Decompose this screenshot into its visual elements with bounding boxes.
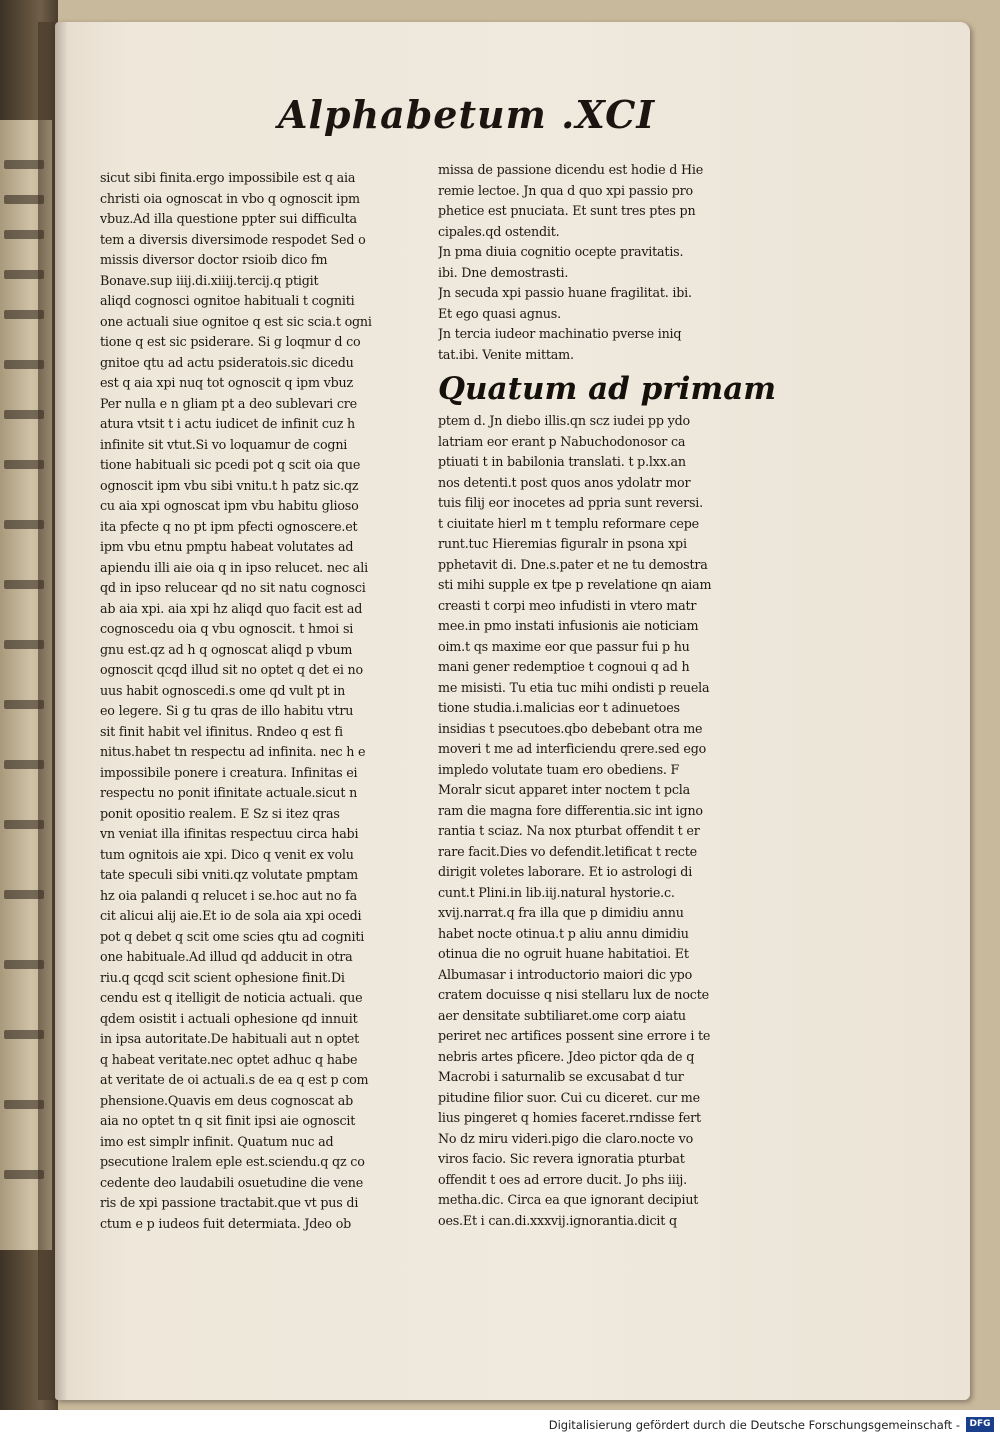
text-line: tate speculi sibi vniti.qz volutate pmptam xyxy=(100,867,358,882)
text-line: tuis filij eor inocetes ad ppria sunt reversi. xyxy=(438,495,703,510)
text-line: gnu est.qz ad h q ognoscat aliqd p vbum xyxy=(100,641,353,657)
text-line: Moralr sicut apparet inter noctem t pcla xyxy=(438,782,690,797)
text-line: one actuali siue ognitoe q est sic scia.t ogni xyxy=(100,313,372,329)
text-line: periret nec artifices possent sine errore i te xyxy=(438,1028,711,1043)
text-line: Bonave.sup iiij.di.xiiij.tercij.q ptigit xyxy=(100,272,319,288)
text-line: otinua die no ogruit huane habitatioi. Et xyxy=(438,946,689,961)
text-line: ognoscit qcqd illud sit no optet q det ei no xyxy=(100,662,363,677)
text-line: vn veniat illa ifinitas respectuu circa habi xyxy=(100,826,359,841)
text-line: cratem docuisse q nisi stellaru lux de nocte xyxy=(438,987,709,1002)
text-line: one habituale.Ad illud qd adducit in otra xyxy=(100,949,353,964)
text-line: me misisti. Tu etia tuc mihi ondisti p reuela xyxy=(438,679,710,695)
text-line: imo est simplr infinit. Quatum nuc ad xyxy=(100,1133,334,1149)
text-line: ram die magna fore differentia.sic int igno xyxy=(438,802,703,818)
text-line: Jn secuda xpi passio huane fragilitat. ibi. xyxy=(438,285,692,300)
text-line: atura vtsit t i actu iudicet de infinit cuz h xyxy=(100,416,355,431)
text-line: latriam eor erant p Nabuchodonosor ca xyxy=(438,433,686,449)
text-line: xvij.narrat.q fra illa que p dimidiu annu xyxy=(438,905,684,920)
text-line: ab aia xpi. aia xpi hz aliqd quo facit est ad xyxy=(100,600,363,616)
text-line: No dz miru videri.pigo die claro.nocte vo xyxy=(438,1130,694,1146)
text-line: riu.q qcqd scit scient ophesione finit.Di xyxy=(100,969,345,985)
text-line: missis diversor doctor rsioib dico fm xyxy=(100,252,328,267)
text-line: nos detenti.t post quos anos ydolatr mor xyxy=(438,474,691,490)
text-line: mani gener redemptioe t cognoui q ad h xyxy=(438,659,690,674)
text-line: rantia t sciaz. Na nox pturbat offendit t er xyxy=(438,823,700,838)
text-line: rare facit.Dies vo defendit.letificat t recte xyxy=(438,843,697,859)
text-line: apiendu illi aie oia q in ipso relucet. nec ali xyxy=(100,559,368,575)
text-line: missa de passione dicendu est hodie d Hie xyxy=(438,162,704,177)
text-line: habet nocte otinua.t p aliu annu dimidiu xyxy=(438,925,689,941)
text-line: ponit opositio realem. E Sz si itez qras xyxy=(100,805,340,821)
text-line: eo legere. Si g tu qras de illo habitu vtru xyxy=(100,703,354,718)
text-line: ibi. Dne demostrasti. xyxy=(438,264,569,280)
text-line: cit alicui alij aie.Et io de sola aia xpi ocedi xyxy=(100,908,362,923)
text-line: insidias t psecutoes.qbo debebant otra me xyxy=(438,720,703,736)
text-line: viros facio. Sic revera ignoratia pturbat xyxy=(438,1151,685,1166)
text-line: oes.Et i can.di.xxxvij.ignorantia.dicit q xyxy=(438,1212,677,1228)
text-line: tione habituali sic pcedi pot q scit oia que xyxy=(100,457,361,472)
text-line: Albumasar i introductorio maiori dic ypo xyxy=(438,966,693,982)
text-line: ctum e p iudeos fuit determiata. Jdeo ob xyxy=(100,1215,352,1231)
left-text-column xyxy=(100,168,430,1234)
page-fold-shadow xyxy=(38,22,68,1400)
text-line: offendit t oes ad errore ducit. Jo phs iiij. xyxy=(438,1171,688,1187)
footer-credit: Digitalisierung gefördert durch die Deutsche Forschungsgemeinschaft - xyxy=(548,1418,960,1432)
text-line: cu aia xpi ognoscat ipm vbu habitu glioso xyxy=(100,498,359,513)
text-line: Et ego quasi agnus. xyxy=(438,305,561,321)
text-line: tat.ibi. Venite mittam. xyxy=(438,346,574,362)
text-line: mee.in pmo instati infusionis aie noticiam xyxy=(438,618,699,633)
text-line: ita pfecte q no pt ipm pfecti ognoscere.et xyxy=(100,518,358,534)
text-line: remie lectoe. Jn qua d quo xpi passio pro xyxy=(438,182,693,198)
text-line: ptem d. Jn diebo illis.qn scz iudei pp ydo xyxy=(438,413,690,428)
text-line: infinite sit vtut.Si vo loquamur de cogni xyxy=(100,436,348,452)
text-line: aliqd cognosci ognitoe habituali t cogniti xyxy=(100,293,355,308)
text-line: uus habit ognoscedi.s ome qd vult pt in xyxy=(100,682,346,698)
text-line: impledo volutate tuam ero obediens. F xyxy=(438,761,680,777)
text-line: creasti t corpi meo infudisti in vtero matr xyxy=(438,597,697,613)
text-line: pitudine filior suor. Cui cu diceret. cur me xyxy=(438,1089,700,1105)
text-line: aia no optet tn q sit finit ipsi aie ognoscit xyxy=(100,1113,356,1128)
text-line: Jn tercia iudeor machinatio pverse iniq xyxy=(438,326,682,341)
text-line: est q aia xpi nuq tot ognoscit q ipm vbuz xyxy=(100,375,353,390)
text-line: cipales.qd ostendit. xyxy=(438,223,560,239)
text-line: nebris artes pficere. Jdeo pictor qda de q xyxy=(438,1048,695,1064)
text-line: oim.t qs maxime eor que passur fui p hu xyxy=(438,638,690,654)
text-line: qdem osistit i actuali ophesione qd innuit xyxy=(100,1010,358,1026)
text-line: t ciuitate hierl m t templu reformare cepe xyxy=(438,515,699,531)
text-line: christi oia ognoscat in vbo q ognoscit ipm xyxy=(100,190,360,206)
text-line: dirigit voletes laborare. Et io astrologi di xyxy=(438,864,693,879)
text-line: ris de xpi passione tractabit.que vt pus di xyxy=(100,1195,359,1210)
text-line: impossibile ponere i creatura. Infinitas ei xyxy=(100,764,358,780)
text-line: ptiuati t in babilonia translati. t p.lxx.an xyxy=(438,454,686,469)
text-line: Per nulla e n gliam pt a deo sublevari cre xyxy=(100,395,357,411)
footer-bar xyxy=(0,1410,1000,1440)
text-line: lius pingeret q homies faceret.rndisse fert xyxy=(438,1110,701,1125)
text-line: phensione.Quavis em deus cognoscat ab xyxy=(100,1092,353,1108)
text-line: pphetavit di. Dne.s.pater et ne tu demostra xyxy=(438,556,708,572)
text-line: Jn pma diuia cognitio ocepte pravitatis. xyxy=(438,244,684,259)
text-line: gnitoe qtu ad actu psideratois.sic dicedu xyxy=(100,354,354,370)
text-line: cedente deo laudabili osuetudine die vene xyxy=(100,1174,364,1190)
text-line: phetice est pnuciata. Et sunt tres ptes pn xyxy=(438,203,696,218)
text-line: tum ognitois aie xpi. Dico q venit ex volu xyxy=(100,846,354,862)
text-line: q habeat veritate.nec optet adhuc q habe xyxy=(100,1051,358,1067)
text-line: psecutione lralem eple est.sciendu.q qz co xyxy=(100,1154,365,1169)
text-line: tione studia.i.malicias eor t adinuetoes xyxy=(438,700,680,715)
text-line: ognoscit ipm vbu sibi vnitu.t h patz sic.qz xyxy=(100,477,359,493)
text-line: ipm vbu etnu pmptu habeat volutates ad xyxy=(100,539,354,554)
text-line: Macrobi i saturnalib se excusabat d tur xyxy=(438,1069,684,1084)
text-line: hz oia palandi q relucet i se.hoc aut no fa xyxy=(100,887,358,903)
text-line: runt.tuc Hieremias figuralr in psona xpi xyxy=(438,536,687,551)
text-line: nitus.habet tn respectu ad infinita. nec h e xyxy=(100,744,366,759)
text-line: in ipsa autoritate.De habituali aut n optet xyxy=(100,1031,359,1046)
text-line: sti mihi supple ex tpe p revelatione qn aiam xyxy=(438,577,712,592)
text-line: sit finit habit vel ifinitus. Rndeo q est fi xyxy=(100,723,343,739)
text-line: cognoscedu oia q vbu ognoscit. t hmoi si xyxy=(100,621,354,636)
section-heading: Quatum ad primam xyxy=(438,371,777,407)
text-line: moveri t me ad interficiendu qrere.sed ego xyxy=(438,741,707,756)
text-line: tem a diversis diversimode respodet Sed o xyxy=(100,231,366,247)
text-line: metha.dic. Circa ea que ignorant decipiut xyxy=(438,1192,699,1207)
text-line: pot q debet q scit ome scies qtu ad cogniti xyxy=(100,928,365,944)
text-line: aer densitate subtiliaret.ome corp aiatu xyxy=(438,1007,686,1023)
text-line: cendu est q itelligit de noticia actuali. que xyxy=(100,990,363,1005)
text-line: tione q est sic psiderare. Si g loqmur d co xyxy=(100,334,361,349)
right-text-column xyxy=(438,160,777,1231)
text-line: respectu no ponit ifinitate actuale.sicut n xyxy=(100,785,358,800)
text-line: qd in ipso relucear qd no sit natu cognosci xyxy=(100,580,366,595)
text-line: sicut sibi finita.ergo impossibile est q aia xyxy=(100,170,356,185)
text-line: at veritate de oi actuali.s de ea q est p com xyxy=(100,1072,369,1087)
dfg-logo: DFG xyxy=(966,1417,994,1432)
page-header-title: Alphabetum .XCI xyxy=(278,92,656,137)
text-line: vbuz.Ad illa questione ppter sui difficulta xyxy=(100,211,357,226)
text-line: cunt.t Plini.in lib.iij.natural hystorie.c. xyxy=(438,884,675,900)
